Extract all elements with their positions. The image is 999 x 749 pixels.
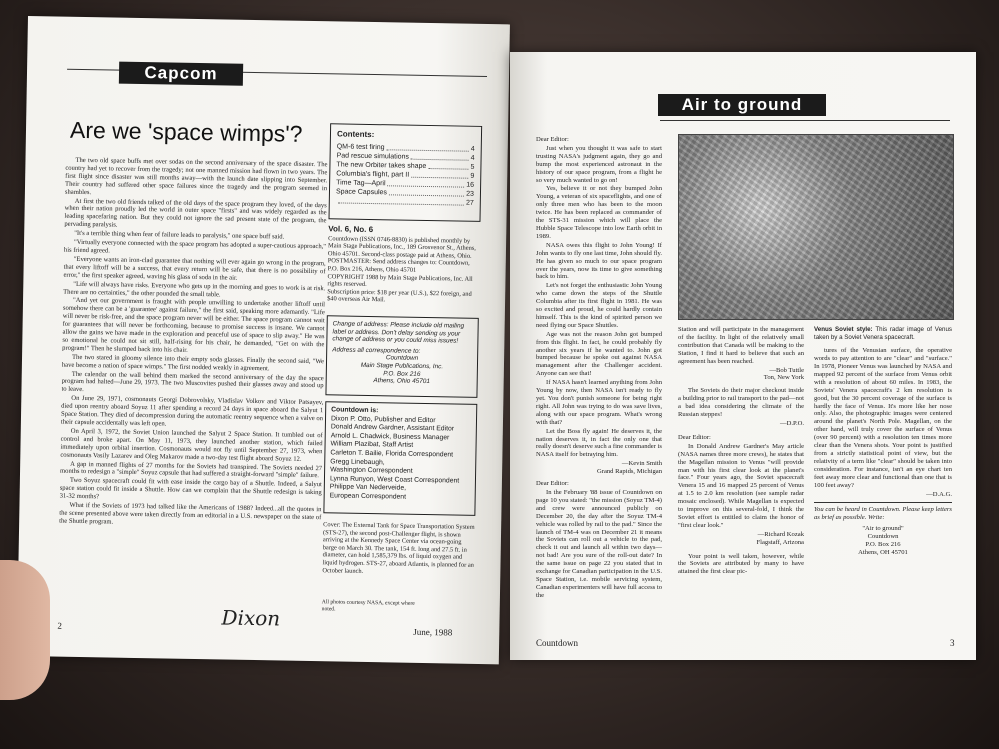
letter1-paragraph: Dear Editor: <box>536 136 569 143</box>
article-paragraph: "Virtually everyone connected with the space program has adopted a super-cautious approach," his friend agreed. <box>63 238 327 255</box>
masthead-body: Countdown (ISSN 0746-8830) is published monthly by Main Stage Publications, Inc., 189 Grosvenor St., Athens, Ohio 45701. Second-class postage paid at Athens, Ohio. <box>327 234 476 260</box>
contents-item-page: 16 <box>466 181 475 189</box>
contents-leader <box>411 153 469 161</box>
hand-thumb <box>0 560 50 700</box>
write-us-address-line: Athens, OH 45701 <box>858 548 908 556</box>
staff-line: Dixon P. Otto, Publisher and Editor <box>330 414 436 424</box>
write-us-address-line: "Air to ground" <box>862 525 904 533</box>
contents-item <box>336 196 474 207</box>
photo-credit: All photos courtesy NASA, except where noted. <box>321 599 415 613</box>
staff-line: Arnold L. Chadwick, Business Manager <box>330 432 450 442</box>
change-of-address-text: Change of address: Please include old mailing label or address. Don't delay sending us your change of address or you could miss issues! <box>332 320 465 345</box>
correspondence-label: Address all correspondence to: <box>332 346 421 355</box>
reply3-signature: —D.A.G. <box>926 490 952 498</box>
contents-item-label: Pad rescue simulations <box>336 152 410 161</box>
capcom-banner: Capcom <box>119 62 243 86</box>
write-us-address-line: P.O. Box 216 <box>865 541 901 549</box>
staff-line: William Plazibat, Staff Artist <box>330 440 414 450</box>
contents-list <box>336 142 475 207</box>
contents-leader <box>389 188 464 196</box>
volume-label: Vol. 6, No. 6 <box>328 224 374 235</box>
contents-item-page: 9 <box>470 172 475 180</box>
letter2-signature <box>678 367 804 383</box>
article-paragraph: "It's a terrible thing when fear of failure leads to paralysis," one space buff said. <box>74 229 285 241</box>
letter3-paragraph: In Donald Andrew Gardner's May article (NASA names three more crews), he states that the Magellan mission to Venus "will provide man with his first clear look at the planet's face." Four years ago, the Soviet spacecraft Venera 15 and 16 mapped 25 percent of Venus at 1.5 to 2.0 km resolution (see sample radar mosaic enclosed). While Magellan is expected to improve on this several-fold, I think the Soviet effort is entitled to claim the honor of "first clear look." <box>678 442 804 529</box>
address-line: Athens, Ohio 45701 <box>373 377 430 386</box>
address-line: P.O. Box 216 <box>383 369 421 378</box>
contents-item-page: 23 <box>466 190 475 198</box>
article-paragraph: "Life will always have risks. Everyone who gets up in the morning and goes to work is at risk. There are no certainties," the other pounded the small table. <box>63 280 326 298</box>
letter1-paragraph: Let's not forget the enthusiastic John Young who came down the steps of the Shuttle Columbia after its first flight in 1981. He was so excited and proud, he could hardly contain himself. This is the kind of spirited person we need flying our Space Shuttles. <box>536 282 662 329</box>
letter2-continued: Station and will participate in the management of the facility. In light of the relatively small contribution that Canada will be making to the Station, I find it hard to believe that such an agreement has been reached. <box>678 326 804 365</box>
contents-leader <box>428 162 468 170</box>
page-number-right: 3 <box>950 638 955 648</box>
letter2-paragraph: In the February '88 issue of Countdown on page 10 you stated: "the mission (Soyuz TM-4) and crew were announced publicly on December 20, the day after the Soyuz TM-4 vehicle was rolled by rail to the pad." Since the launch of TM-4 was on December 21 it means the Soviets can roll out a vehicle to the pad, check it out and launch all within two days—not bad! Are you sure of the roll-out date? In the same issue on page 22 you stated that in exchange for Canadian participation in the U.S. Space Station, i.e. mobile servicing system, Canadian experimenters will have full access to the <box>536 488 662 599</box>
masthead-copyright: COPYRIGHT 1988 by Main Stage Publications, Inc. All rights reserved. <box>327 272 473 289</box>
contents-item-label: Time Tag—April <box>336 179 386 188</box>
article-paragraph: A gap in manned flights of 27 months for the Soviets had transpired. The Soviets needed 27 months to redesign a "simple" Soyuz capsule that had suffered a straight-forward "simple" failure. <box>59 460 323 480</box>
page-number: 2 <box>57 620 62 631</box>
letter1-paragraph: If NASA hasn't learned anything from John Young by now, then NASA isn't ready to fly yet. You don't punish someone for being right right. All John was trying to do was save lives, along with our space program. What's wrong with that? <box>536 379 662 426</box>
staff-line: Washington Correspondent <box>330 466 413 475</box>
staff-line: Carleton T. Bailie, Florida Correspondent <box>330 449 454 459</box>
contents-item-label: Columbia's flight, part II <box>336 170 410 179</box>
article-paragraph: On June 29, 1971, cosmonauts Georgi Dobrovolsky, Vladislav Volkov and Viktor Patsayev, died upon reentry aboard Soyuz 11 after spending a record 24 days in space aboard the Salyut 1 Space Station. They died of decompression during the automatic reentry sequence when a valve on their capsule accidentally was left open. <box>60 395 324 428</box>
article-paragraph: "And yet our government is fraught with people unwilling to undertake another liftoff until somehow there can be a 'guarantee' against failure," the first said, speaking more adamantly. "Life will never be risk-free, and the space program never will be either. The space program cannot wait for guarantees that will never be forthcoming, because to promise success is insane. We cannot allow the gains we have made in the exploration and peaceful use of space to slip away." He was so emotional he could not sit still, half-rising for his chair, he demanded, "Get on with the program!" Then he slumped back into his chair. <box>62 297 326 354</box>
letters-column-3 <box>814 326 952 626</box>
photo-caption <box>814 326 952 341</box>
staff-heading: Countdown is: <box>331 406 379 415</box>
write-us-text: You can be heard in Countdown. Please keep letters as brief as possible. Write: <box>814 506 952 522</box>
issue-date: June, 1988 <box>413 626 453 638</box>
footer-magazine-name: Countdown <box>536 638 579 648</box>
letter2-signature-line: —Bob Tuttle <box>769 366 804 374</box>
article-paragraph: At first the two old friends talked of the old days of the space program they loved, of the days when their nation proudly led the world in outer space "firsts" and was widely regarded as the leading spacefaring nation. But they could not ignore the sad present state of the program, the pervading paralysis. <box>64 197 327 229</box>
letter1-signature <box>536 460 662 476</box>
masthead-subscription: Subscription price: $18 per year (U.S.), $22 foreign, and $40 overseas Air Mail. <box>327 288 472 304</box>
letter3-signature-line: Flagstaff, Arizona <box>756 538 804 546</box>
contents-leader <box>387 143 469 151</box>
letter1-paragraph: NASA owes this flight to John Young! If John wants to fly one last time, John should fly. He has given so much to our space program over the years, now its time to give something back to him. <box>536 241 662 281</box>
letters-column-1 <box>536 136 662 636</box>
letter1-paragraph: Yes, believe it or not they bumped John Young, a veteran of six spaceflights, and one of only three men who has been to the moon twice. He has been replaced as commander of the STS-31 mission which will place the Hubble Space Telescope into low Earth orbit in 1989. <box>536 185 662 240</box>
contents-item-label: QM-6 test firing <box>336 143 385 152</box>
write-us-address-line: Countdown <box>867 533 899 541</box>
editor-signature: Dixon <box>221 605 281 631</box>
change-of-address-box <box>325 315 478 398</box>
write-us-box <box>814 502 952 556</box>
contents-item-label: The new Orbiter takes shape <box>336 161 427 170</box>
address-line: Countdown <box>385 354 419 363</box>
masthead <box>327 225 480 306</box>
address-line: Main Stage Publications, Inc. <box>360 361 444 371</box>
caption-text: This radar image of Venus taken by a Soviet Venera spacecraft. <box>814 326 952 341</box>
write-us-address <box>814 525 952 557</box>
article-paragraph: Two Soyuz spacecraft could fit with ease inside the cargo bay of a Shuttle. Indeed, a Salyut space station could fit inside a Shuttle. How can we complain that the Shuttle redesign is taking 31-32 months? <box>59 477 322 501</box>
article-paragraph: The two stared in gloomy silence into their empty soda glasses. Finally the second said, "We have become a nation of space wimps." The first nodded weakly in agreement. <box>61 353 325 372</box>
reply2: The Soviets do their major checkout inside a building prior to rail transport to the pad—not a bad idea considering the climate of the Russian steppes! <box>678 387 804 419</box>
article-paragraph: The two old space buffs met over sodas on the second anniversary of the space disaster. The country had yet to recover from the tragedy; not one manned mission had flown in two years. The first flight since disaster was still months away—with the launch date slipping into September. Their country had suffered other space failures since the tragedy and the program seemed in shambles. <box>64 156 328 196</box>
reply3-continued: tures of the Venusian surface, the operative words to pay attention to are "clear" and "surface." In 1978, Pioneer Venus was launched by NASA and mapped 92 percent of the surface from Venus orbit with a resolution of about 60 miles. In 1983, the Soviets' Venera spacecraft's 2 km resolution is good, but the 30 percent coverage of the surface is hardly the face of Venus. It's more like her nose only. Also, the photographic images were centered around the planet's North Pole. Magellan, on the other hand, will truly cover the surface of Venus (over 90 percent) with a resolution ten times more clear than the Venera shots. Your point is justified from a strictly statistical point of view, but the relativity of a term like "clear" should be taken into consideration. For instance, isn't an eye chart ten feet away more clear and functional than one that is 100 feet away? <box>814 347 952 489</box>
reply3-start: Your point is well taken, however, while the Soviets are attributed by many to have attained the first clear pic- <box>678 552 804 576</box>
contents-heading: Contents: <box>336 129 375 140</box>
contents-item-page: 4 <box>470 154 475 162</box>
letter2-paragraph: Dear Editor: <box>536 480 569 488</box>
letter1-paragraph: Let the Boss fly again! He deserves it, the nation deserves it, in fact the only one that really doesn't deserve such a fine commander is NASA itself for betraying him. <box>536 427 662 459</box>
contents-item-page: 27 <box>465 199 474 207</box>
page-title: Are we 'space wimps'? <box>69 116 303 147</box>
reply2-signature: —D.P.O. <box>780 419 804 427</box>
staff-box <box>323 401 477 516</box>
staff-line: Philippe Van Nederveide, <box>329 483 407 493</box>
staff-line: European Correspondent <box>329 492 407 501</box>
article-paragraph: "Everyone wants an iron-clad guarantee that nothing will ever again go wrong in the program, that every liftoff will be a success, that every return will be safe, that there is no possibility of error," the first speaker agreed, waving his glass of soda in the air. <box>63 255 326 282</box>
masthead-postmaster: POSTMASTER: Send address changes to: Countdown, P.O. Box 216, Athens, Ohio 45701 <box>327 257 470 274</box>
contents-box <box>328 123 482 222</box>
article-paragraph: What if the Soviets of 1973 had talked like the Americans of 1988? Indeed...all the quotes in the scene presented above were taken directly from an editorial in a U.S. newspaper on the state of the Shuttle program. <box>59 501 322 526</box>
staff-line: Donald Andrew Gardner, Assistant Editor <box>330 423 455 433</box>
letter1-signature-line: —Kevin Smith <box>621 460 662 468</box>
article-paragraph: The calendar on the wall behind them marked the second anniversary of the day the space program had halted—June 29, 1973. The two Muscovites pushed their glasses away and stood up to leave. <box>61 370 324 394</box>
staff-line: Lynna Runyon, West Coast Correspondent <box>329 475 460 485</box>
letter2-signature-line: Ton, New York <box>763 374 804 382</box>
letter3-signature-line: —Richard Kozak <box>757 530 804 538</box>
staff-line: Gregg Linebaugh, <box>330 457 385 466</box>
letter3-signature <box>678 531 804 547</box>
contents-leader <box>387 179 464 187</box>
contents-item-page: 5 <box>470 163 475 171</box>
caption-bold: Venus Soviet style: <box>814 326 873 333</box>
correspondence-address <box>332 354 473 387</box>
right-page <box>510 52 976 660</box>
letter1-paragraph: Age was not the reason John got bumped from this flight. In fact, he could probably fly another six years if he wanted to. John got bumped because he spoke out against NASA management after the Challenger accident. Anyone can see that! <box>536 330 662 378</box>
letter1-signature-line: Grand Rapids, Michigan <box>596 468 662 476</box>
letter1-paragraph: Just when you thought it was safe to start trusting NASA's judgment again, they go and bump the most experienced astronaut in the history of our space program, from a flight he so very much wanted to go on! <box>536 144 662 184</box>
letters-column-2 <box>678 326 804 642</box>
air-to-ground-banner: Air to ground <box>658 94 826 116</box>
article-paragraph: On April 3, 1972, the Soviet Union launched the Salyut 2 Space Station. It tumbled out of control and broke apart. On May 11, 1973, they launched another station, which failed immediately upon orbital insertion. Cosmonauts would not fly until September 27, 1973, when cosmonauts Vasily Lazarev and Oleg Makarov made a two-day test flight aboard Soyuz 12. <box>60 427 323 463</box>
contents-leader <box>411 171 468 179</box>
contents-item-page: 4 <box>470 145 475 153</box>
editorial-article <box>58 157 328 610</box>
venus-radar-image <box>678 134 954 320</box>
contents-leader <box>338 196 464 205</box>
header-rule-right <box>660 120 950 121</box>
left-page <box>17 16 510 664</box>
staff-list <box>330 415 471 503</box>
contents-item-label: Space Capsules <box>335 188 388 197</box>
cover-caption: Cover: The External Tank for Space Transportation System (STS-27), the second post-Challenger flight, is shown arriving at the Kennedy Space Center via ocean-going barge on March 30. The tank, 154 ft. long and 27.5 ft. in diameter, can hold 1,585,379 lbs. of liquid oxygen and liquid hydrogen. STS-27, aboard Atlantis, is planned for an October launch. <box>322 521 475 575</box>
letter3-paragraph: Dear Editor: <box>678 433 711 441</box>
